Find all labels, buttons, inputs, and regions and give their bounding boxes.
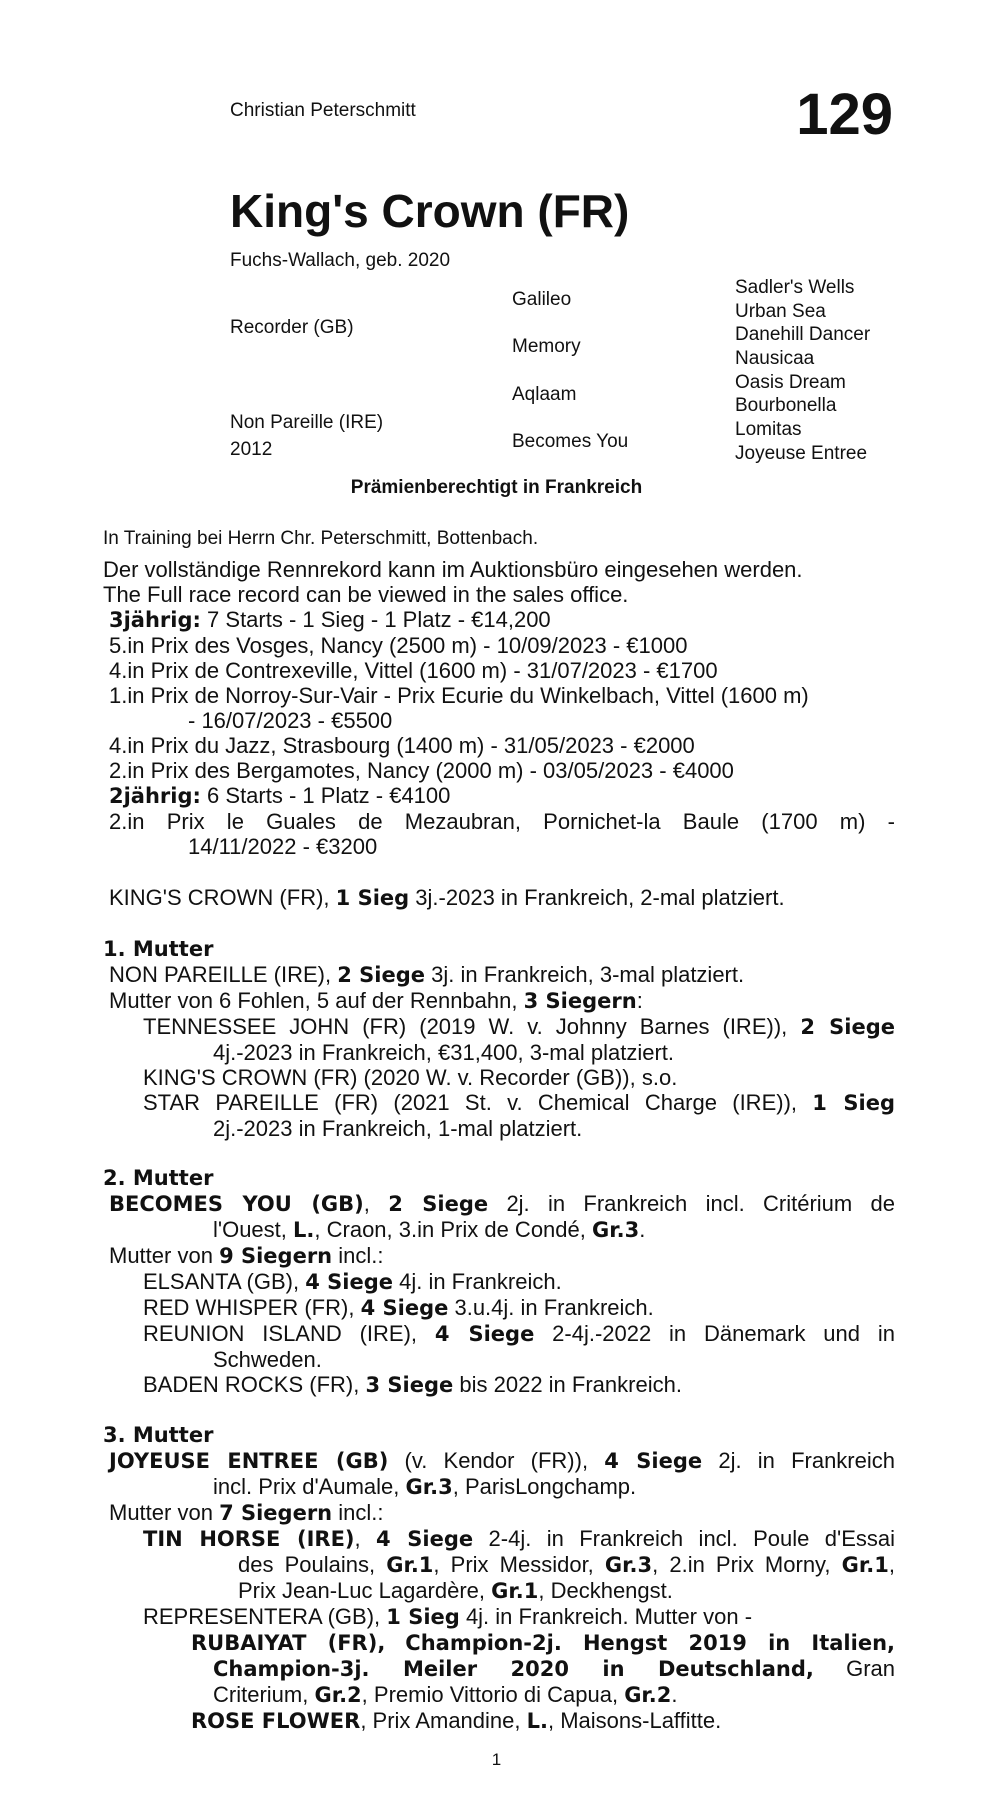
- dam3-line: Criterium, Gr.2, Premio Vittorio di Capua, Gr.2.: [213, 1682, 678, 1707]
- dam1-line: Mutter von 6 Fohlen, 5 auf der Rennbahn, 3 Siegern:: [109, 988, 643, 1013]
- dam3-line: JOYEUSE ENTREE (GB) (v. Kendor (FR)), 4 Siege 2j. in Frankreich: [109, 1448, 895, 1473]
- pedigree-dam: Non Pareille (IRE): [230, 412, 384, 433]
- dam3-heading: 3. Mutter: [103, 1423, 214, 1447]
- dam1-line: TENNESSEE JOHN (FR) (2019 W. v. Johnny Barnes (IRE)), 2 Siege: [143, 1014, 896, 1039]
- pedigree-great-grandparent: Joyeuse Entree: [735, 443, 868, 464]
- race-run: 1.in Prix de Norroy-Sur-Vair - Prix Ecurie du Winkelbach, Vittel (1600 m): [109, 683, 809, 708]
- lot-number: 129: [796, 82, 893, 147]
- race-run: 2.in Prix des Bergamotes, Nancy (2000 m) - 03/05/2023 - €4000: [109, 758, 734, 783]
- dam3-line: des Poulains, Gr.1, Prix Messidor, Gr.3, 2.in Prix Morny, Gr.1,: [238, 1552, 895, 1577]
- age2-summary: 2jährig: 6 Starts - 1 Platz - €4100: [109, 783, 451, 808]
- eligibility-note: Prämienberechtigt in Frankreich: [350, 477, 643, 498]
- race-run: - 16/07/2023 - €5500: [188, 708, 393, 733]
- dam3-line: RUBAIYAT (FR), Champion-2j. Hengst 2019 in Italien,: [191, 1631, 895, 1655]
- dam1-line: 4j.-2023 in Frankreich, €31,400, 3-mal platziert.: [213, 1040, 675, 1065]
- race-run: 4.in Prix du Jazz, Strasbourg (1400 m) - 31/05/2023 - €2000: [109, 733, 695, 758]
- dam2-line: RED WHISPER (FR), 4 Siege 3.u.4j. in Frankreich.: [143, 1295, 654, 1320]
- pedigree-great-grandparent: Sadler's Wells: [735, 277, 855, 298]
- training-note: In Training bei Herrn Chr. Peterschmitt, Bottenbach.: [103, 528, 539, 549]
- pedigree-great-grandparent: Nausicaa: [735, 348, 815, 369]
- dam2-line: Schweden.: [213, 1347, 322, 1372]
- pedigree-great-grandparent: Bourbonella: [735, 395, 837, 416]
- horse-description: Fuchs-Wallach, geb. 2020: [230, 250, 451, 271]
- dam1-line: STAR PAREILLE (FR) (2021 St. v. Chemical Charge (IRE)), 1 Sieg: [143, 1090, 895, 1115]
- dam1-line: KING'S CROWN (FR) (2020 W. v. Recorder (GB)), s.o.: [143, 1065, 678, 1090]
- page-number: 1: [491, 1750, 502, 1769]
- pedigree-sire: Recorder (GB): [230, 317, 354, 338]
- dam3-line: REPRESENTERA (GB), 1 Sieg 4j. in Frankreich. Mutter von -: [143, 1604, 753, 1629]
- race-run: 2.in Prix le Guales de Mezaubran, Pornichet-la Baule (1700 m) -: [109, 809, 895, 834]
- dam2-line: ELSANTA (GB), 4 Siege 4j. in Frankreich.: [143, 1269, 562, 1294]
- dam3-line: Champion-3j. Meiler 2020 in Deutschland, Gran: [213, 1656, 895, 1681]
- record-note-de: Der vollständige Rennrekord kann im Auktionsbüro eingesehen werden.: [103, 557, 803, 582]
- dam2-line: BECOMES YOU (GB), 2 Siege 2j. in Frankreich incl. Critérium de: [109, 1191, 895, 1216]
- dam2-line: l'Ouest, L., Craon, 3.in Prix de Condé, Gr.3.: [213, 1217, 646, 1242]
- race-run: 4.in Prix de Contrexeville, Vittel (1600 m) - 31/07/2023 - €1700: [109, 658, 718, 683]
- dam2-line: Mutter von 9 Siegern incl.:: [109, 1243, 384, 1268]
- pedigree-great-grandparent: Danehill Dancer: [735, 324, 871, 345]
- dam2-heading: 2. Mutter: [103, 1166, 214, 1190]
- dam1-line: 2j.-2023 in Frankreich, 1-mal platziert.: [213, 1116, 583, 1141]
- dam1-line: NON PAREILLE (IRE), 2 Siege 3j. in Frankreich, 3-mal platziert.: [109, 962, 745, 987]
- dam1-heading: 1. Mutter: [103, 937, 214, 961]
- pedigree-dam-year: 2012: [230, 439, 273, 460]
- age3-summary: 3jährig: 7 Starts - 1 Sieg - 1 Platz - €14,200: [109, 607, 551, 632]
- dam3-line: Mutter von 7 Siegern incl.:: [109, 1500, 384, 1525]
- dam2-line: BADEN ROCKS (FR), 3 Siege bis 2022 in Frankreich.: [143, 1372, 682, 1397]
- pedigree-grandparent: Aqlaam: [512, 384, 577, 405]
- pedigree-great-grandparent: Lomitas: [735, 419, 802, 440]
- race-run: 14/11/2022 - €3200: [188, 834, 378, 859]
- race-run: 5.in Prix des Vosges, Nancy (2500 m) - 10/09/2023 - €1000: [109, 633, 688, 658]
- horse-name: King's Crown (FR): [230, 185, 630, 237]
- dam2-line: REUNION ISLAND (IRE), 4 Siege 2-4j.-2022 in Dänemark und in: [143, 1321, 895, 1346]
- dam3-line: incl. Prix d'Aumale, Gr.3, ParisLongchamp.: [213, 1474, 637, 1499]
- pedigree-grandparent: Becomes You: [512, 431, 629, 452]
- pedigree-great-grandparent: Oasis Dream: [735, 372, 846, 393]
- catalogue-body: [103, 557, 895, 1734]
- consignor-name: Christian Peterschmitt: [230, 100, 416, 121]
- dam3-line: TIN HORSE (IRE), 4 Siege 2-4j. in Frankreich incl. Poule d'Essai: [143, 1526, 895, 1551]
- horse-summary: KING'S CROWN (FR), 1 Sieg 3j.-2023 in Frankreich, 2-mal platziert.: [109, 885, 785, 910]
- record-note-en: The Full race record can be viewed in the sales office.: [103, 582, 629, 607]
- dam3-line: ROSE FLOWER, Prix Amandine, L., Maisons-Laffitte.: [191, 1708, 722, 1733]
- dam3-line: Prix Jean-Luc Lagardère, Gr.1, Deckhengst.: [238, 1578, 673, 1603]
- pedigree-grandparent: Memory: [512, 336, 581, 357]
- pedigree-grandparent: Galileo: [512, 289, 572, 310]
- pedigree-great-grandparent: Urban Sea: [735, 301, 826, 322]
